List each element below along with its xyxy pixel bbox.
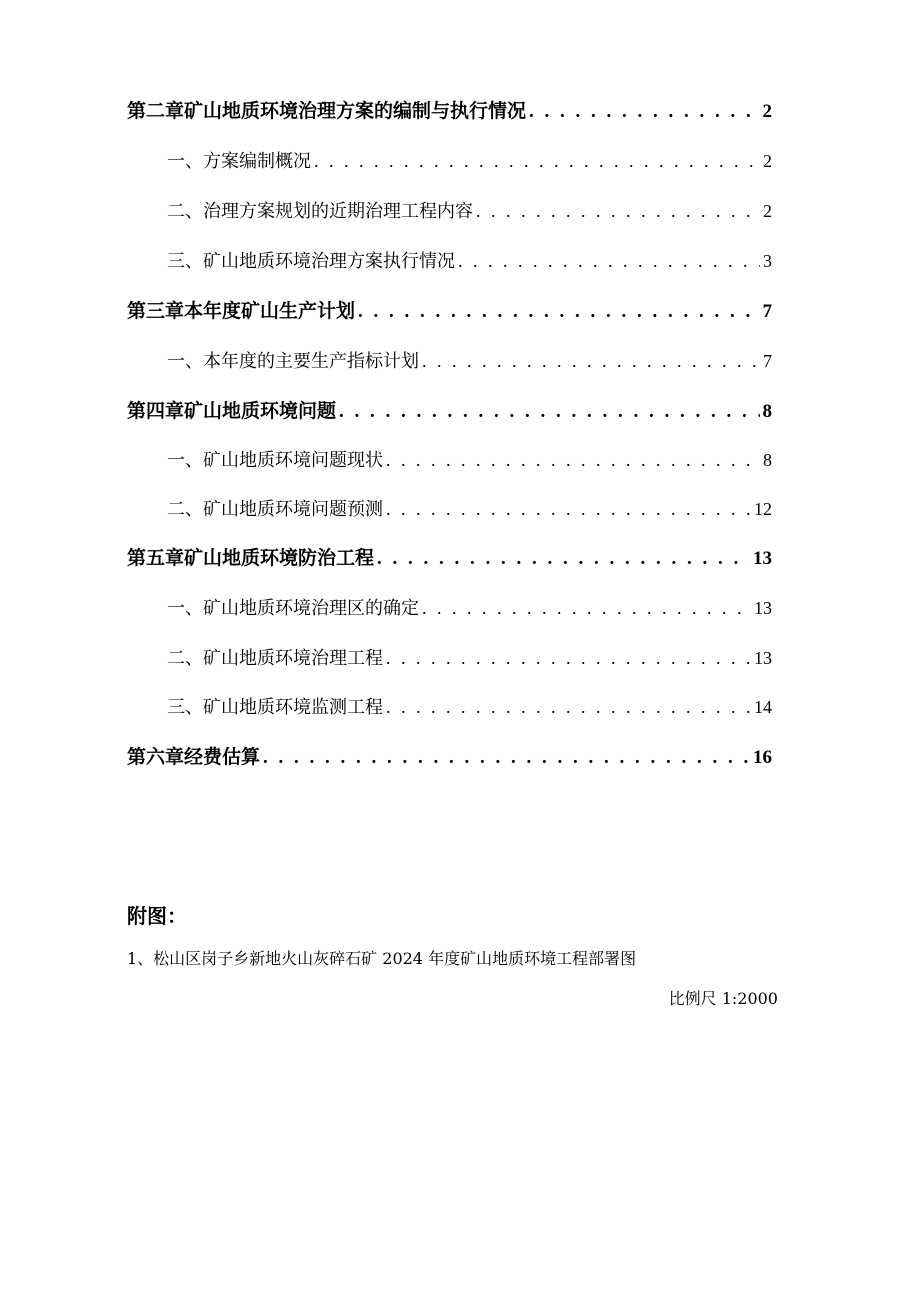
toc-entry-title: 一、矿山地质环境问题现状 [167,450,383,471]
toc-page-number: 13 [754,648,772,668]
toc-section-2-2[interactable] [167,196,772,226]
toc-entry-title: 一、矿山地质环境治理区的确定 [167,598,419,619]
toc-dot-leader [529,97,759,126]
toc-entry-title: 一、本年度的主要生产指标计划 [167,351,419,372]
toc-section-4-1[interactable] [167,445,772,475]
toc-chapter-6[interactable] [127,742,772,772]
toc-section-5-2[interactable] [167,643,772,673]
toc-dot-leader [386,692,751,722]
toc-chapter-5[interactable] [127,543,772,573]
toc-dot-leader [422,346,760,376]
toc-section-5-3[interactable] [167,692,772,722]
toc-page-number: 13 [754,598,772,618]
toc-section-4-2[interactable] [167,494,772,524]
toc-page-number: 8 [763,450,772,470]
toc-chapter-4[interactable] [127,396,772,426]
toc-chapter-2[interactable] [127,96,772,126]
toc-page-number: 2 [762,101,772,122]
toc-entry-title: 第二章矿山地质环境治理方案的编制与执行情况 [127,100,527,122]
appendix-heading: 附图： [127,904,187,928]
toc-page-number: 14 [754,697,772,717]
toc-entry-title: 二、矿山地质环境问题预测 [167,499,383,520]
toc-section-2-3[interactable] [167,246,772,276]
toc-dot-leader [476,196,760,226]
appendix-figure-item: 1、松山区岗子乡新地火山灰碎石矿 2024 年度矿山地质环境工程部署图 [127,949,637,968]
toc-dot-leader [358,297,759,326]
toc-entry-title: 第四章矿山地质环境问题 [127,400,337,422]
toc-dot-leader [386,445,760,475]
toc-page-number: 2 [763,201,772,221]
toc-section-3-1[interactable] [167,346,772,376]
toc-page-number: 7 [762,301,772,322]
toc-entry-title: 三、矿山地质环境监测工程 [167,697,383,718]
toc-dot-leader [386,643,751,673]
toc-chapter-3[interactable] [127,296,772,326]
toc-entry-title: 二、矿山地质环境治理工程 [167,648,383,669]
scale-note: 比例尺 1:2000 [668,989,778,1008]
toc-page-number: 7 [763,351,772,371]
toc-page-number: 3 [763,251,772,271]
toc-dot-leader [339,397,759,426]
toc-dot-leader [314,146,760,176]
toc-page-number: 8 [762,401,772,422]
toc-dot-leader [422,593,751,623]
toc-section-2-1[interactable] [167,146,772,176]
toc-entry-title: 第三章本年度矿山生产计划 [127,300,356,322]
toc-entry-title: 第五章矿山地质环境防治工程 [127,547,375,569]
toc-page-number: 12 [754,499,772,519]
toc-dot-leader [263,743,750,772]
toc-page-number: 2 [763,151,772,171]
toc-entry-title: 第六章经费估算 [127,746,261,768]
toc-dot-leader [377,544,750,573]
toc-entry-title: 三、矿山地质环境治理方案执行情况 [167,251,455,272]
toc-section-5-1[interactable] [167,593,772,623]
toc-dot-leader [386,494,751,524]
toc-page-number: 16 [753,747,772,768]
toc-entry-title: 二、治理方案规划的近期治理工程内容 [167,201,473,222]
toc-page-number: 13 [753,548,772,569]
toc-entry-title: 一、方案编制概况 [167,151,311,172]
toc-dot-leader [458,246,760,276]
